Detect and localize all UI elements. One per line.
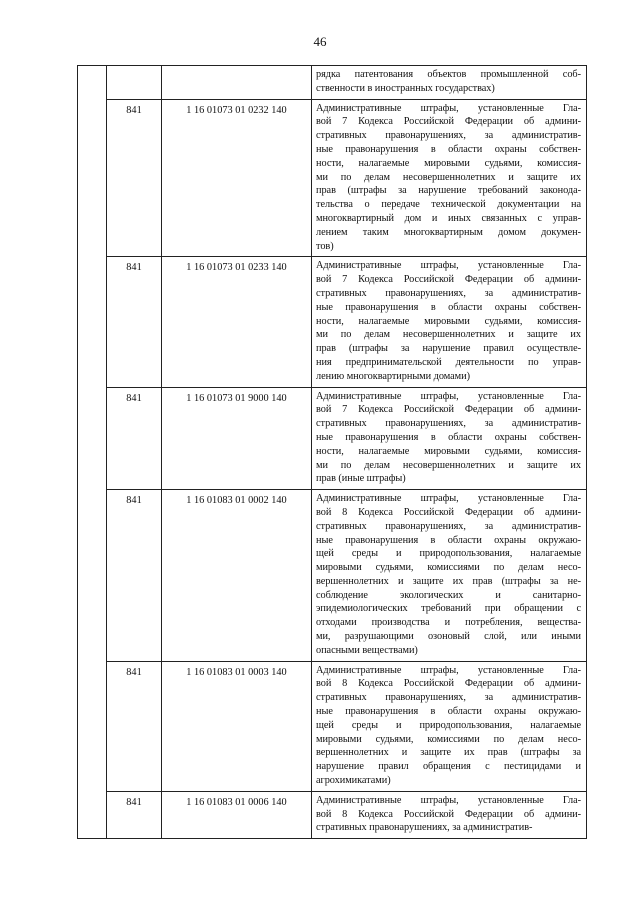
table-row (78, 661, 587, 791)
description-line: стративных правонарушениях, за административ- (316, 130, 581, 142)
admin-code-cell (107, 66, 162, 100)
description-line: лением таким многоквартирным домом докумен- (316, 226, 581, 238)
description-line: ми по делам несовершеннолетних и защите их (316, 459, 581, 471)
kbk-code-cell: 1 16 01083 01 0003 140 (162, 661, 312, 791)
description-line: щей среды и природопользования, налагаемые (316, 548, 581, 560)
description-line: лению многоквартирными домами) (316, 370, 470, 382)
description-line: многоквартирный дом и иных связанных с управ- (316, 212, 581, 224)
table-row (78, 791, 587, 838)
admin-code-cell: 841 (107, 387, 162, 490)
description-cell (312, 257, 587, 387)
description-line: вершеннолетних и защите их прав (штрафы за (316, 747, 581, 759)
description-line: стративных правонарушениях, за административ- (316, 692, 581, 704)
description-line: Административные штрафы, установленные Гла- (316, 664, 581, 676)
table-row (78, 490, 587, 662)
empty-first-column (78, 66, 107, 839)
description-line: вой 8 Кодекса Российской Федерации об админи- (316, 506, 581, 518)
description-line: Административные штрафы, установленные Гла- (316, 260, 581, 272)
description-line: тов) (316, 240, 334, 252)
description-line: Административные штрафы, установленные Гла- (316, 102, 581, 114)
description-cell (312, 791, 587, 838)
description-line: вершеннолетних и защите их прав (штрафы за не- (316, 575, 581, 587)
description-line: эпидемиологических требований при обращении с (316, 603, 581, 615)
description-cell (312, 490, 587, 662)
table-body (78, 66, 587, 839)
kbk-code-cell: 1 16 01073 01 0233 140 (162, 257, 312, 387)
kbk-code-cell: 1 16 01083 01 0002 140 (162, 490, 312, 662)
admin-code-cell: 841 (107, 99, 162, 257)
admin-code-cell: 841 (107, 490, 162, 662)
description-line: прав (иные штрафы) (316, 473, 406, 485)
description-cell (312, 387, 587, 490)
description-line: Административные штрафы, установленные Гла- (316, 493, 581, 505)
budget-classification-table (77, 65, 587, 839)
table-row (78, 99, 587, 257)
kbk-code-cell (162, 66, 312, 100)
description-line: прав (штрафы за нарушение правил осуществле- (316, 343, 581, 355)
description-cell (312, 99, 587, 257)
description-line: стративных правонарушениях, за административ- (316, 520, 581, 532)
description-line: отходами производства и потребления, вещества- (316, 617, 581, 629)
description-line: вой 8 Кодекса Российской Федерации об админи- (316, 808, 581, 820)
description-line: щей среды и природопользования, налагаемые (316, 719, 581, 731)
description-cell (312, 661, 587, 791)
description-line: прав (штрафы за нарушение требований законода- (316, 185, 581, 197)
description-line: ные правонарушения в области охраны собствен- (316, 301, 581, 313)
description-line: ми по делам несовершеннолетних и защите их (316, 329, 581, 341)
description-line: стративных правонарушениях, за административ- (316, 287, 581, 299)
admin-code-cell: 841 (107, 791, 162, 838)
description-line: мировыми судьями, комиссиями по делам несо- (316, 562, 581, 574)
description-line: тельства о передаче технической документации на (316, 199, 581, 211)
description-line: ные правонарушения в области охраны окружаю- (316, 706, 581, 718)
description-line: вой 7 Кодекса Российской Федерации об админи- (316, 274, 581, 286)
description-line: ности, налагаемые мировыми судьями, комиссия- (316, 445, 581, 457)
page-number: 46 (313, 34, 327, 49)
description-line: нарушение правил обращения с пестицидами и (316, 761, 581, 773)
table-row (78, 387, 587, 490)
description-line: ные правонарушения в области охраны окружаю- (316, 534, 581, 546)
description-line: ми по делам несовершеннолетних и защите их (316, 171, 581, 183)
description-line: агрохимикатами) (316, 775, 391, 787)
description-line: стративных правонарушениях, за административ- (316, 822, 533, 834)
description-line: ми, разрушающими озоновый слой, или иными (316, 631, 581, 643)
description-line: стративных правонарушениях, за административ- (316, 418, 581, 430)
admin-code-cell: 841 (107, 661, 162, 791)
description-line: ственности в иностранных государствах) (316, 82, 495, 94)
description-line: мировыми судьями, комиссиями по делам несо- (316, 733, 581, 745)
admin-code-cell: 841 (107, 257, 162, 387)
description-line: соблюдение экологических и санитарно- (316, 589, 581, 601)
kbk-code-cell: 1 16 01083 01 0006 140 (162, 791, 312, 838)
description-line: Административные штрафы, установленные Гла- (316, 390, 581, 402)
description-line: ния предпринимательской деятельности по управ- (316, 356, 581, 368)
description-cell (312, 66, 587, 100)
table-row (78, 257, 587, 387)
description-line: ности, налагаемые мировыми судьями, комиссия- (316, 315, 581, 327)
description-line: ные правонарушения в области охраны собствен- (316, 431, 581, 443)
description-line: рядка патентования объектов промышленной соб- (316, 69, 581, 80)
kbk-code-cell: 1 16 01073 01 0232 140 (162, 99, 312, 257)
description-line: вой 7 Кодекса Российской Федерации об админи- (316, 404, 581, 416)
description-line: опасными веществами) (316, 644, 418, 656)
description-line: вой 8 Кодекса Российской Федерации об админи- (316, 678, 581, 690)
kbk-code-cell: 1 16 01073 01 9000 140 (162, 387, 312, 490)
description-line: вой 7 Кодекса Российской Федерации об админи- (316, 116, 581, 128)
description-line: ные правонарушения в области охраны собствен- (316, 143, 581, 155)
description-line: Административные штрафы, установленные Гла- (316, 794, 581, 806)
description-line: ности, налагаемые мировыми судьями, комиссия- (316, 157, 581, 169)
table-row (78, 66, 587, 100)
